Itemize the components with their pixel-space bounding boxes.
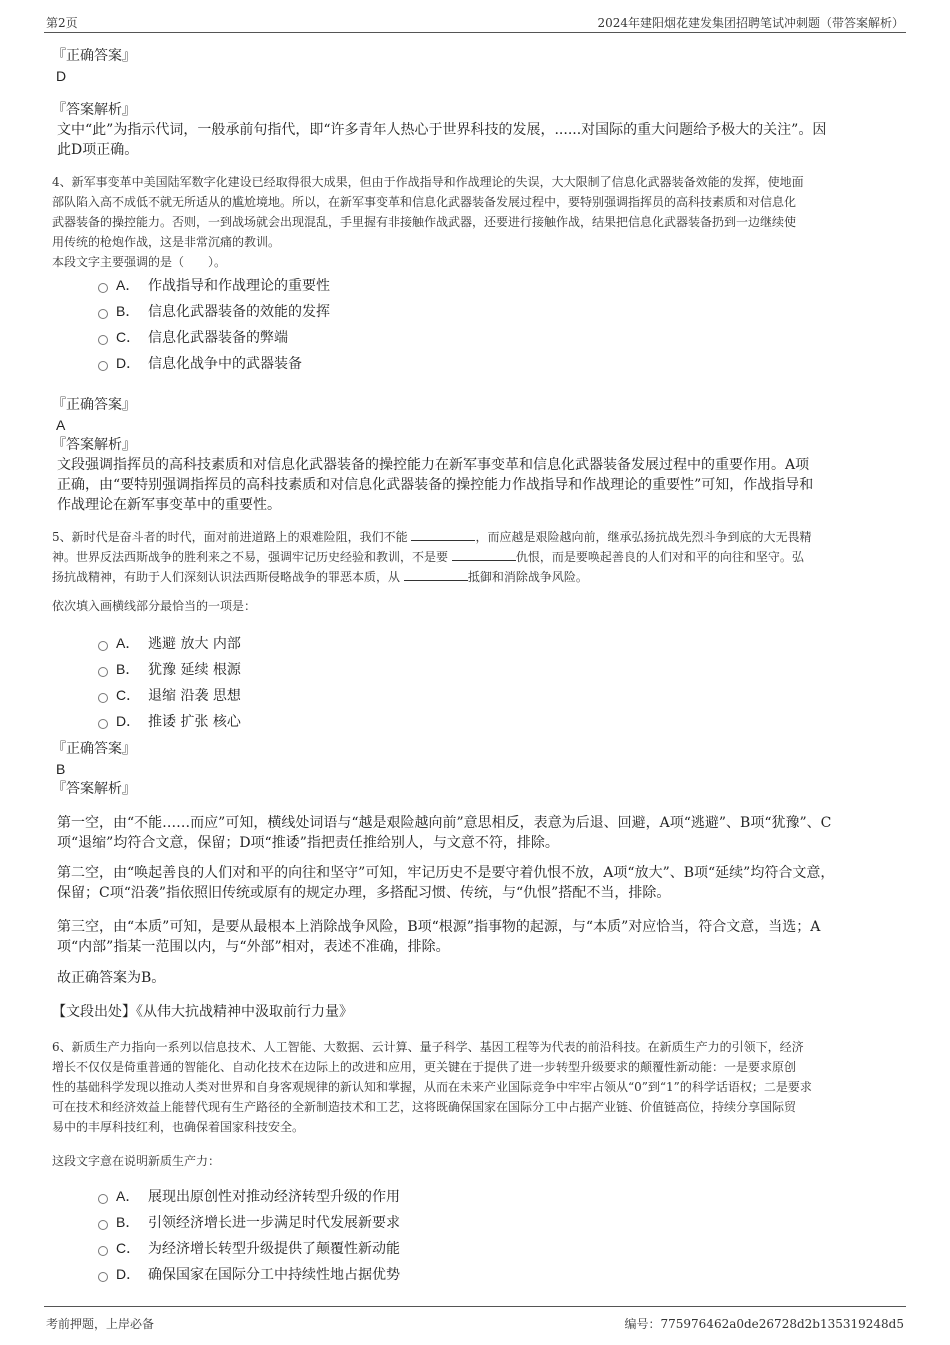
q5-prompt-block [52, 596, 898, 616]
question-line: 5、新时代是奋斗者的时代，面对前进道路上的艰难险阻，我们不能 ，而应越是艰险越向前，继承弘扬抗战先烈斗争到底的大无畏精 [52, 527, 898, 547]
analysis-label: 『答案解析』 [52, 437, 136, 453]
option-key: C． [116, 687, 141, 703]
option-c[interactable] [98, 682, 241, 708]
option-b[interactable] [98, 656, 241, 682]
option-text: 逃避 放大 内部 [148, 636, 241, 652]
q5-options [98, 630, 241, 734]
question-line: 武器装备的操控能力。否则，一到战场就会出现混乱，手里握有非接触作战武器，还要进行接触作战，结果把信息化武器装备扔到一边继续使 [52, 215, 797, 229]
fill-blank [411, 527, 475, 541]
option-text: 推诿 扩张 核心 [148, 714, 241, 730]
q3-analysis-block [52, 100, 898, 160]
analysis-line: 第一空，由“不能……而应”可知，横线处词语与“越是艰险越向前”意思相反，表意为后退、回避，A项“逃避”、B项“犹豫”、C [57, 815, 832, 831]
analysis-line: 文段强调指挥员的高科技素质和对信息化武器装备的操控能力在新军事变革和信息化武器装备发展过程中的重要作用。A项 [57, 457, 810, 473]
page-footer [44, 1306, 906, 1337]
q5-analysis-para-2 [52, 863, 898, 903]
option-text: 犹豫 延续 根源 [148, 662, 241, 678]
answer-value: D [56, 68, 67, 84]
option-c[interactable] [98, 324, 330, 350]
question-prompt: 本段文字主要强调的是（ ）。 [52, 255, 227, 269]
radio-button[interactable] [98, 309, 108, 319]
option-d[interactable] [98, 1261, 400, 1287]
analysis-line: 文中“此”为指示代词，一般承前句指代，即“许多青年人热心于世界科技的发展，......对国际的重大问题给予极大的关注”。因 [57, 122, 827, 138]
question-line: 部队陷入高不成低不就无所适从的尴尬境地。所以，在新军事变革和信息化武器装备发展过程中，要特别强调指挥员的高科技素质和对信息化 [52, 195, 797, 209]
analysis-line: 项“退缩”均符合文意，保留；D项“推诿”指把责任推给别人，与文意不符，排除。 [57, 835, 559, 851]
q6-options [98, 1183, 400, 1287]
radio-button[interactable] [98, 361, 108, 371]
option-key: D． [116, 1266, 141, 1282]
option-key: B． [116, 1214, 140, 1230]
radio-button[interactable] [98, 1220, 108, 1230]
radio-button[interactable] [98, 1246, 108, 1256]
question-line: 可在技术和经济效益上能替代现有生产路径的全新制造技术和工艺，这将既确保国家在国际分工中占据产业链、价值链高位，持续分享国际贸 [52, 1100, 797, 1114]
answer-label: 『正确答案』 [52, 741, 136, 757]
page-number: 第2页 [46, 16, 78, 30]
radio-button[interactable] [98, 667, 108, 677]
option-b[interactable] [98, 1209, 400, 1235]
analysis-line: 此D项正确。 [57, 142, 139, 158]
option-key: D． [116, 355, 141, 371]
option-a[interactable] [98, 630, 241, 656]
q5-source [52, 1002, 898, 1022]
analysis-line: 正确，由“要特别强调指挥员的高科技素质和对信息化武器装备的操控能力作战指导和作战理论的重要性”可知，作战指导和 [57, 477, 814, 493]
fill-blank [452, 547, 516, 561]
question-line: 易中的丰厚科技红利，也确保着国家科技安全。 [52, 1120, 305, 1134]
q5-answer-block [52, 739, 898, 799]
q4-options [98, 272, 330, 376]
option-key: B． [116, 661, 140, 677]
option-text: 退缩 沿袭 思想 [148, 688, 241, 704]
question-line: 4、新军事变革中美国陆军数字化建设已经取得很大成果，但由于作战指导和作战理论的失误，大大限制了信息化武器装备效能的发挥，使地面 [52, 175, 804, 189]
option-key: B． [116, 303, 140, 319]
analysis-line: 项“内部”指某一范围以内，与“外部”相对，表述不准确，排除。 [57, 939, 450, 955]
option-c[interactable] [98, 1235, 400, 1261]
option-text: 作战指导和作战理论的重要性 [148, 278, 330, 294]
radio-button[interactable] [98, 641, 108, 651]
option-key: D． [116, 713, 141, 729]
q6-prompt-block [52, 1151, 898, 1171]
document-code: 编号：775976462a0de26728d2b135319248d5 [624, 1317, 904, 1331]
radio-button[interactable] [98, 335, 108, 345]
option-text: 展现出原创性对推动经济转型升级的作用 [148, 1189, 400, 1205]
question-line: 增长不仅仅是倚重普通的智能化、自动化技术在边际上的改进和应用，更关键在于提供了进一步转型升级要求的颠覆性新动能：一是要求原创 [52, 1060, 797, 1074]
radio-button[interactable] [98, 693, 108, 703]
option-key: C． [116, 1240, 141, 1256]
analysis-line: 保留；C项“沿袭”指依照旧传统或原有的规定办理，多搭配习惯、传统，与“仇恨”搭配不当，排除。 [57, 885, 671, 901]
option-text: 为经济增长转型升级提供了颠覆性新动能 [148, 1241, 400, 1257]
fill-blank [404, 567, 468, 581]
question-line: 神。世界反法西斯战争的胜利来之不易，强调牢记历史经验和教训，不是要 仇恨，而是要唤起善良的人们对和平的向往和坚守。弘 [52, 547, 898, 567]
answer-label: 『正确答案』 [52, 48, 136, 64]
option-key: A． [116, 277, 140, 293]
radio-button[interactable] [98, 283, 108, 293]
option-text: 引领经济增长进一步满足时代发展新要求 [148, 1215, 400, 1231]
option-text: 确保国家在国际分工中持续性地占据优势 [148, 1267, 400, 1283]
analysis-label: 『答案解析』 [52, 102, 136, 118]
option-d[interactable] [98, 350, 330, 376]
analysis-label: 『答案解析』 [52, 781, 136, 797]
option-text: 信息化武器装备的效能的发挥 [148, 304, 330, 320]
option-a[interactable] [98, 1183, 400, 1209]
q5-analysis-para-3 [52, 917, 898, 957]
option-a[interactable] [98, 272, 330, 298]
radio-button[interactable] [98, 719, 108, 729]
question-prompt: 这段文字意在说明新质生产力： [52, 1154, 221, 1168]
q4-question [52, 172, 898, 272]
source-citation: 【文段出处】《从伟大抗战精神中汲取前行力量》 [52, 1004, 353, 1020]
option-d[interactable] [98, 708, 241, 734]
q5-analysis-para-1 [52, 813, 898, 853]
option-b[interactable] [98, 298, 330, 324]
answer-value: B [56, 761, 66, 777]
radio-button[interactable] [98, 1194, 108, 1204]
q3-answer-block [52, 46, 898, 86]
question-line: 性的基础科学发现以推动人类对世界和自身客观规律的新认知和掌握，从而在未来产业国际竞争中牢牢占领从“0”到“1”的科学话语权；二是要求 [52, 1080, 812, 1094]
option-key: A． [116, 1188, 140, 1204]
q5-question [52, 527, 898, 587]
footer-slogan: 考前押题，上岸必备 [46, 1317, 155, 1331]
conclusion-text: 故正确答案为B。 [57, 970, 166, 986]
radio-button[interactable] [98, 1272, 108, 1282]
option-key: A． [116, 635, 140, 651]
option-key: C． [116, 329, 141, 345]
question-line: 6、新质生产力指向一系列以信息技术、人工智能、大数据、云计算、量子科学、基因工程等为代表的前沿科技。在新质生产力的引领下，经济 [52, 1040, 804, 1054]
q5-conclusion [52, 968, 898, 988]
analysis-line: 作战理论在新军事变革中的重要性。 [57, 497, 281, 513]
option-text: 信息化战争中的武器装备 [148, 356, 302, 372]
analysis-line: 第三空，由“本质”可知，是要从最根本上消除战争风险，B项“根源”指事物的起源，与“本质”对应恰当，符合文意，当选；A [57, 919, 821, 935]
question-line: 扬抗战精神，有助于人们深刻认识法西斯侵略战争的罪恶本质，从 抵御和消除战争风险。 [52, 567, 898, 587]
document-title: 2024年建阳烟花建发集团招聘笔试冲刺题（带答案解析） [597, 16, 904, 30]
question-line: 用传统的枪炮作战，这是非常沉痛的教训。 [52, 235, 281, 249]
answer-label: 『正确答案』 [52, 397, 136, 413]
option-text: 信息化武器装备的弊端 [148, 330, 288, 346]
q4-answer-block [52, 395, 898, 515]
analysis-line: 第二空，由“唤起善良的人们对和平的向往和坚守”可知，牢记历史不是要守着仇恨不放，A项“放大”、B项“延续”均符合文意， [57, 865, 835, 881]
question-prompt: 依次填入画横线部分最恰当的一项是： [52, 599, 257, 613]
page-header [44, 10, 906, 33]
q6-question [52, 1037, 898, 1137]
answer-value: A [56, 417, 66, 433]
